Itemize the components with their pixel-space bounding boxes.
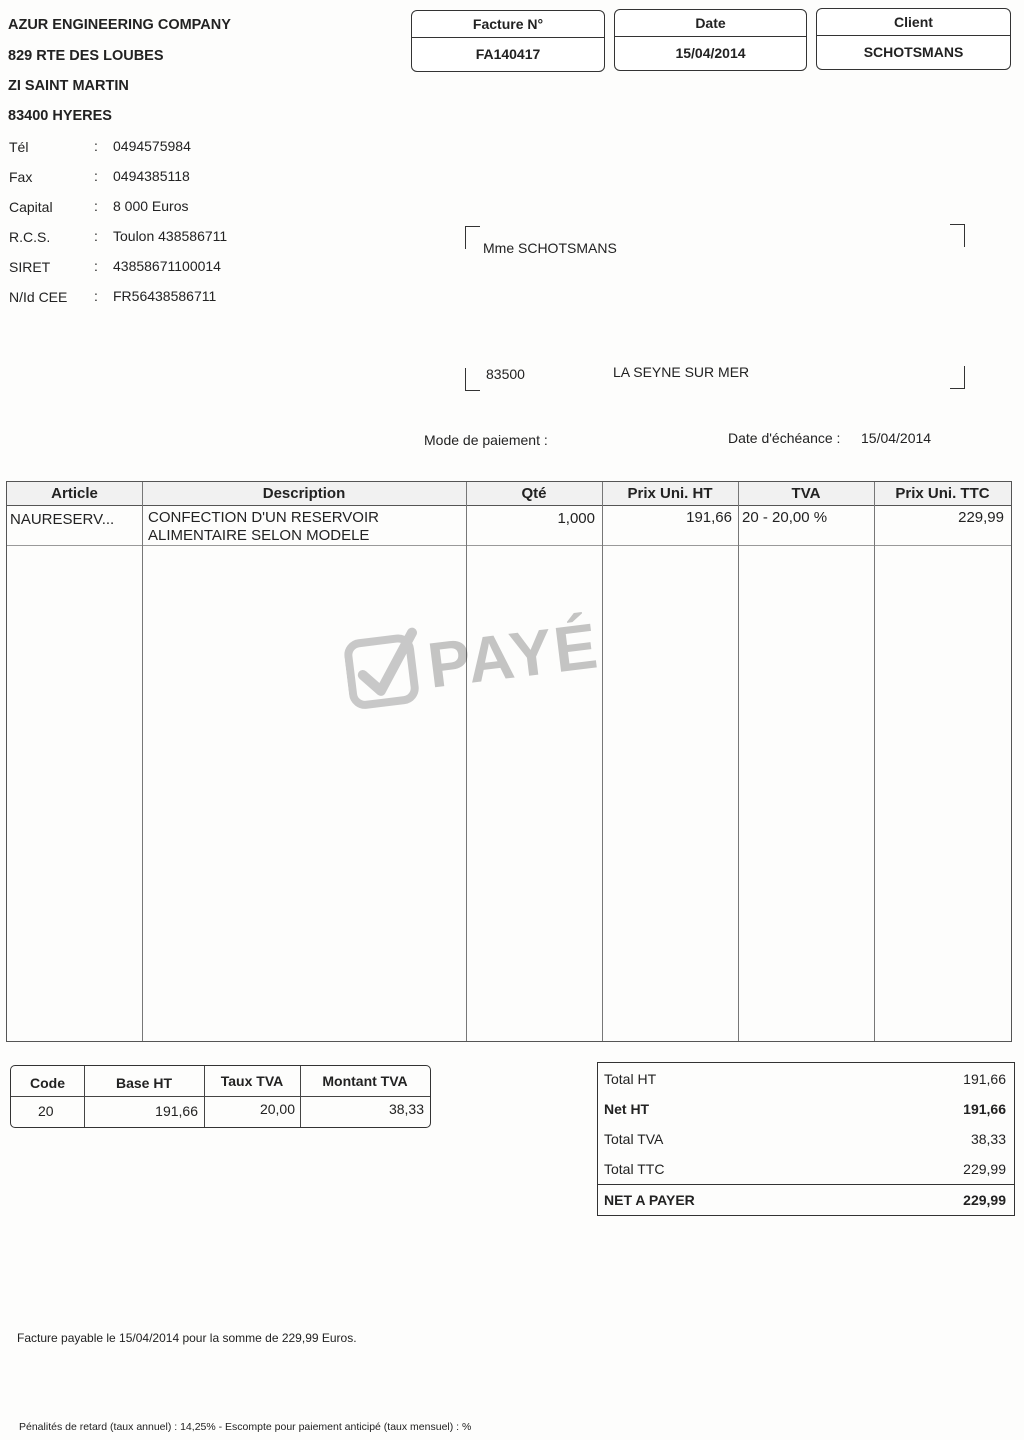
paid-stamp-text: PAYÉ (423, 609, 603, 702)
column-divider (738, 482, 739, 1041)
tva-cell-code: 20 (38, 1103, 54, 1119)
company-address-line1: 829 RTE DES LOUBES (8, 48, 164, 64)
tva-col-header-rate: Taux TVA (220, 1073, 284, 1089)
tva-cell-base: 191,66 (155, 1103, 198, 1119)
col-header-description: Description (262, 485, 346, 502)
tva-cell-rate: 20,00 (259, 1101, 295, 1117)
recipient-name: Mme SCHOTSMANS (483, 240, 617, 256)
total-ht-row (598, 1063, 1014, 1093)
cell-unit-ht: 191,66 (686, 509, 732, 526)
corner-mark (465, 226, 480, 249)
info-value-capital: 8 000 Euros (113, 198, 189, 214)
recipient-city: LA SEYNE SUR MER (613, 364, 750, 380)
tva-cell-amount: 38,33 (388, 1101, 424, 1117)
corner-mark (950, 224, 965, 247)
payment-mode-label: Mode de paiement : (424, 432, 548, 448)
recipient-postal-code: 83500 (486, 366, 525, 382)
column-divider (602, 482, 603, 1041)
info-label-fax: Fax (9, 169, 33, 185)
items-table (6, 481, 1012, 1042)
total-tva-row (598, 1123, 1014, 1153)
tva-col-header-code: Code (30, 1075, 65, 1091)
info-label-rcs: R.C.S. (9, 229, 51, 245)
due-date-value: 15/04/2014 (861, 430, 932, 446)
col-header-qty: Qté (521, 485, 547, 502)
totals-box (597, 1062, 1015, 1216)
tva-col-header-amount: Montant TVA (322, 1073, 408, 1089)
client-label: Client (817, 9, 1010, 36)
info-label-capital: Capital (9, 199, 53, 215)
invoice-date-value: 15/04/2014 (675, 45, 746, 61)
col-header-unit-ht: Prix Uni. HT (627, 485, 713, 502)
invoice-number-box (411, 10, 605, 72)
cell-tva: 20 - 20,00 % (742, 509, 828, 526)
info-colon: : (94, 228, 98, 244)
company-address-line3: 83400 HYERES (8, 108, 112, 124)
payable-statement: Facture payable le 15/04/2014 pour la somme de 229,99 Euros. (17, 1331, 357, 1345)
total-tva-label: Total TVA (604, 1131, 664, 1147)
client-box (816, 8, 1011, 70)
cell-unit-ttc: 229,99 (958, 509, 1004, 526)
invoice-number-value: FA140417 (475, 46, 541, 62)
tva-summary-table (10, 1065, 431, 1128)
info-colon: : (94, 258, 98, 274)
net-ht-row (598, 1093, 1014, 1123)
info-value-rcs: Toulon 438586711 (113, 228, 228, 244)
net-ht-label: Net HT (604, 1101, 650, 1117)
company-name: AZUR ENGINEERING COMPANY (8, 17, 231, 33)
due-date-label: Date d'échéance : (728, 430, 841, 446)
cell-description-line2: ALIMENTAIRE SELON MODELE (148, 527, 370, 544)
info-value-fax: 0494385118 (113, 168, 190, 184)
tva-col-header-base: Base HT (115, 1075, 173, 1091)
corner-mark (950, 366, 965, 389)
net-to-pay-row (598, 1184, 1014, 1214)
total-ttc-value: 229,99 (963, 1161, 1006, 1177)
info-value-siret: 43858671100014 (113, 258, 221, 274)
col-header-tva: TVA (791, 485, 821, 502)
net-to-pay-value: 229,99 (963, 1192, 1006, 1208)
col-header-unit-ttc: Prix Uni. TTC (895, 485, 990, 502)
info-colon: : (94, 198, 98, 214)
invoice-date-label: Date (615, 10, 806, 37)
info-value-vat-id: FR56438586711 (113, 288, 217, 304)
invoice-number-label: Facture N° (412, 11, 604, 38)
client-value: SCHOTSMANS (863, 44, 964, 60)
info-colon: : (94, 168, 98, 184)
cell-description-line1: CONFECTION D'UN RESERVOIR (148, 509, 379, 526)
info-value-tel: 0494575984 (113, 138, 191, 154)
column-divider (466, 482, 467, 1041)
info-label-tel: Tél (9, 139, 29, 155)
penalties-statement: Pénalités de retard (taux annuel) : 14,25% - Escompte pour paiement anticipé (taux mensuel) : % (19, 1421, 472, 1433)
info-colon: : (94, 288, 98, 304)
total-ttc-label: Total TTC (604, 1161, 665, 1177)
net-to-pay-label: NET A PAYER (604, 1192, 695, 1208)
info-label-vat-id: N/Id CEE (9, 289, 68, 305)
column-divider (874, 482, 875, 1041)
row-separator (7, 545, 1011, 546)
company-address-line2: ZI SAINT MARTIN (8, 78, 129, 94)
total-ttc-row (598, 1153, 1014, 1183)
info-colon: : (94, 138, 98, 154)
cell-qty: 1,000 (557, 510, 595, 527)
col-header-article: Article (51, 485, 98, 502)
corner-mark (465, 368, 480, 391)
column-divider (142, 482, 143, 1041)
total-ht-label: Total HT (604, 1071, 657, 1087)
total-tva-value: 38,33 (970, 1131, 1006, 1147)
invoice-date-box (614, 9, 807, 71)
cell-article: NAURESERV... (10, 511, 115, 528)
net-ht-value: 191,66 (963, 1101, 1006, 1117)
info-label-siret: SIRET (9, 259, 51, 275)
total-ht-value: 191,66 (963, 1071, 1006, 1087)
